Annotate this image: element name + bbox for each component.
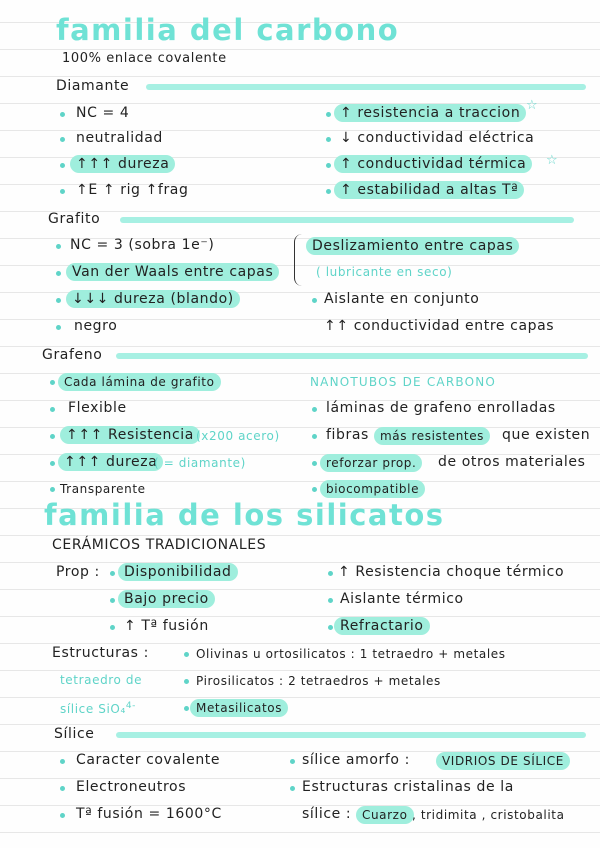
- grafeno-left-5: Transparente: [60, 482, 146, 496]
- estructuras-label: Estructuras :: [52, 645, 149, 661]
- bullet: [60, 786, 65, 791]
- estructuras-note-2: [60, 697, 136, 718]
- bullet: [328, 571, 333, 576]
- bullet: [50, 434, 55, 439]
- bullet: [312, 487, 317, 492]
- bullet: [50, 487, 55, 492]
- grafeno-note-1: (x200 acero): [196, 429, 280, 443]
- bullet: [184, 706, 189, 711]
- divider-grafeno: [116, 353, 588, 359]
- bullet: [312, 434, 317, 439]
- grafeno-left-4: ↑↑↑ dureza: [58, 453, 163, 471]
- estructuras-note-1: tetraedro de: [60, 673, 143, 687]
- nanotubos-line-2b: más resistentes: [374, 427, 490, 445]
- ceramicos-header: CERÁMICOS TRADICIONALES: [52, 537, 267, 553]
- ceramicos-right-2: Aislante térmico: [340, 591, 464, 607]
- title-carbono: familia del carbono: [56, 13, 400, 47]
- divider-diamante: [146, 84, 586, 90]
- diamante-right-2: ↓ conductividad eléctrica: [340, 130, 535, 146]
- ceramicos-left-2: Bajo precio: [118, 590, 215, 608]
- ceramicos-right-3: Refractario: [334, 617, 430, 635]
- star-icon: ☆: [546, 153, 558, 168]
- grafito-left-2: Van der Waals entre capas: [66, 263, 279, 281]
- estructuras-note-2-charge: 4-: [125, 701, 137, 711]
- grafito-right-3: ↑↑ conductividad entre capas: [324, 318, 555, 334]
- bullet: [110, 625, 115, 630]
- section-grafeno-header: Grafeno: [42, 347, 103, 363]
- diamante-right-4: ↑ estabilidad a altas Tª: [334, 181, 524, 199]
- estructuras-item-3: Metasilicatos: [190, 699, 288, 717]
- silice-left-2: Electroneutros: [76, 779, 187, 795]
- bullet: [110, 571, 115, 576]
- bullet: [328, 625, 333, 630]
- bullet: [60, 163, 65, 168]
- diamante-right-3: ↑ conductividad térmica: [334, 155, 532, 173]
- estructuras-item-2: Pirosilicatos : 2 tetraedros + metales: [196, 674, 441, 688]
- diamante-left-4: ↑E ↑ rig ↑frag: [76, 182, 189, 198]
- nanotubos-line-4: biocompatible: [320, 480, 425, 498]
- grafeno-left-2: Flexible: [68, 400, 127, 416]
- grafeno-note-2: ( = diamante): [154, 456, 246, 470]
- grafito-left-1: NC = 3 (sobra 1e⁻): [70, 237, 215, 253]
- bullet: [110, 598, 115, 603]
- bullet: [60, 189, 65, 194]
- grafito-left-4: negro: [74, 318, 118, 334]
- nanotubos-line-3a: reforzar prop.: [320, 454, 422, 472]
- grafeno-left-1: Cada lámina de grafito: [58, 373, 221, 391]
- bullet: [60, 759, 65, 764]
- ceramicos-left-1: Disponibilidad: [118, 563, 238, 581]
- nanotubos-line-2c: que existen: [502, 427, 591, 443]
- bullet: [326, 189, 331, 194]
- prop-label: Prop :: [56, 564, 100, 580]
- silice-right-1b: VIDRIOS DE SÍLICE: [436, 752, 570, 770]
- diamante-right-1: ↑ resistencia a traccion: [334, 104, 526, 122]
- bullet: [56, 271, 61, 276]
- bullet: [50, 407, 55, 412]
- nanotubos-line-1: láminas de grafeno enrolladas: [326, 400, 556, 416]
- bullet: [312, 461, 317, 466]
- diamante-left-1: NC = 4: [76, 105, 130, 121]
- bullet: [326, 163, 331, 168]
- silice-right-3b: Cuarzo: [356, 806, 414, 824]
- star-icon: ☆: [526, 98, 538, 113]
- bullet: [56, 325, 61, 330]
- grafito-left-3: ↓↓↓ dureza (blando): [66, 290, 240, 308]
- estructuras-note-2-text: sílice SiO₄: [60, 702, 126, 716]
- divider-grafito: [120, 217, 574, 223]
- bullet: [312, 407, 317, 412]
- silice-left-3: Tª fusión = 1600°C: [76, 806, 222, 822]
- bullet: [50, 380, 55, 385]
- silice-right-3c: , tridimita , cristobalita: [412, 808, 565, 822]
- silice-right-3a: sílice :: [302, 806, 352, 822]
- bullet: [60, 137, 65, 142]
- diamante-left-3: ↑↑↑ dureza: [70, 155, 175, 173]
- bullet: [56, 244, 61, 249]
- grafito-right-1b: ( lubricante en seco): [316, 265, 453, 279]
- bullet: [326, 137, 331, 142]
- silice-right-1a: sílice amorfo :: [302, 752, 410, 768]
- bullet: [290, 786, 295, 791]
- section-diamante-header: Diamante: [56, 78, 130, 94]
- nanotubos-title: NANOTUBOS DE CARBONO: [310, 375, 497, 389]
- bullet: [328, 598, 333, 603]
- grafito-right-2: Aislante en conjunto: [324, 291, 480, 307]
- bullet: [290, 759, 295, 764]
- nanotubos-line-3b: de otros materiales: [438, 454, 586, 470]
- bullet: [56, 298, 61, 303]
- estructuras-item-1: Olivinas u ortosilicatos : 1 tetraedro + metales: [196, 647, 506, 661]
- title-silicatos: familia de los silicatos: [44, 498, 445, 532]
- ceramicos-left-3: ↑ Tª fusión: [124, 618, 209, 634]
- nanotubos-line-2a: fibras: [326, 427, 369, 443]
- grafeno-left-3: ↑↑↑ Resistencia: [60, 426, 200, 444]
- grafito-right-1: Deslizamiento entre capas: [306, 237, 519, 255]
- bullet: [312, 298, 317, 303]
- bullet: [60, 112, 65, 117]
- divider-silice: [116, 732, 586, 738]
- bullet: [184, 652, 189, 657]
- subtitle-covalente: 100% enlace covalente: [62, 51, 227, 66]
- bullet: [50, 461, 55, 466]
- ceramicos-right-1: ↑ Resistencia choque térmico: [338, 564, 565, 580]
- bullet: [184, 679, 189, 684]
- bullet: [60, 813, 65, 818]
- silice-left-1: Caracter covalente: [76, 752, 221, 768]
- bullet: [326, 112, 331, 117]
- silice-right-2: Estructuras cristalinas de la: [302, 779, 514, 795]
- brace: [294, 234, 303, 286]
- diamante-left-2: neutralidad: [76, 130, 163, 146]
- section-silice-header: Sílice: [54, 726, 95, 742]
- section-grafito-header: Grafito: [48, 211, 101, 227]
